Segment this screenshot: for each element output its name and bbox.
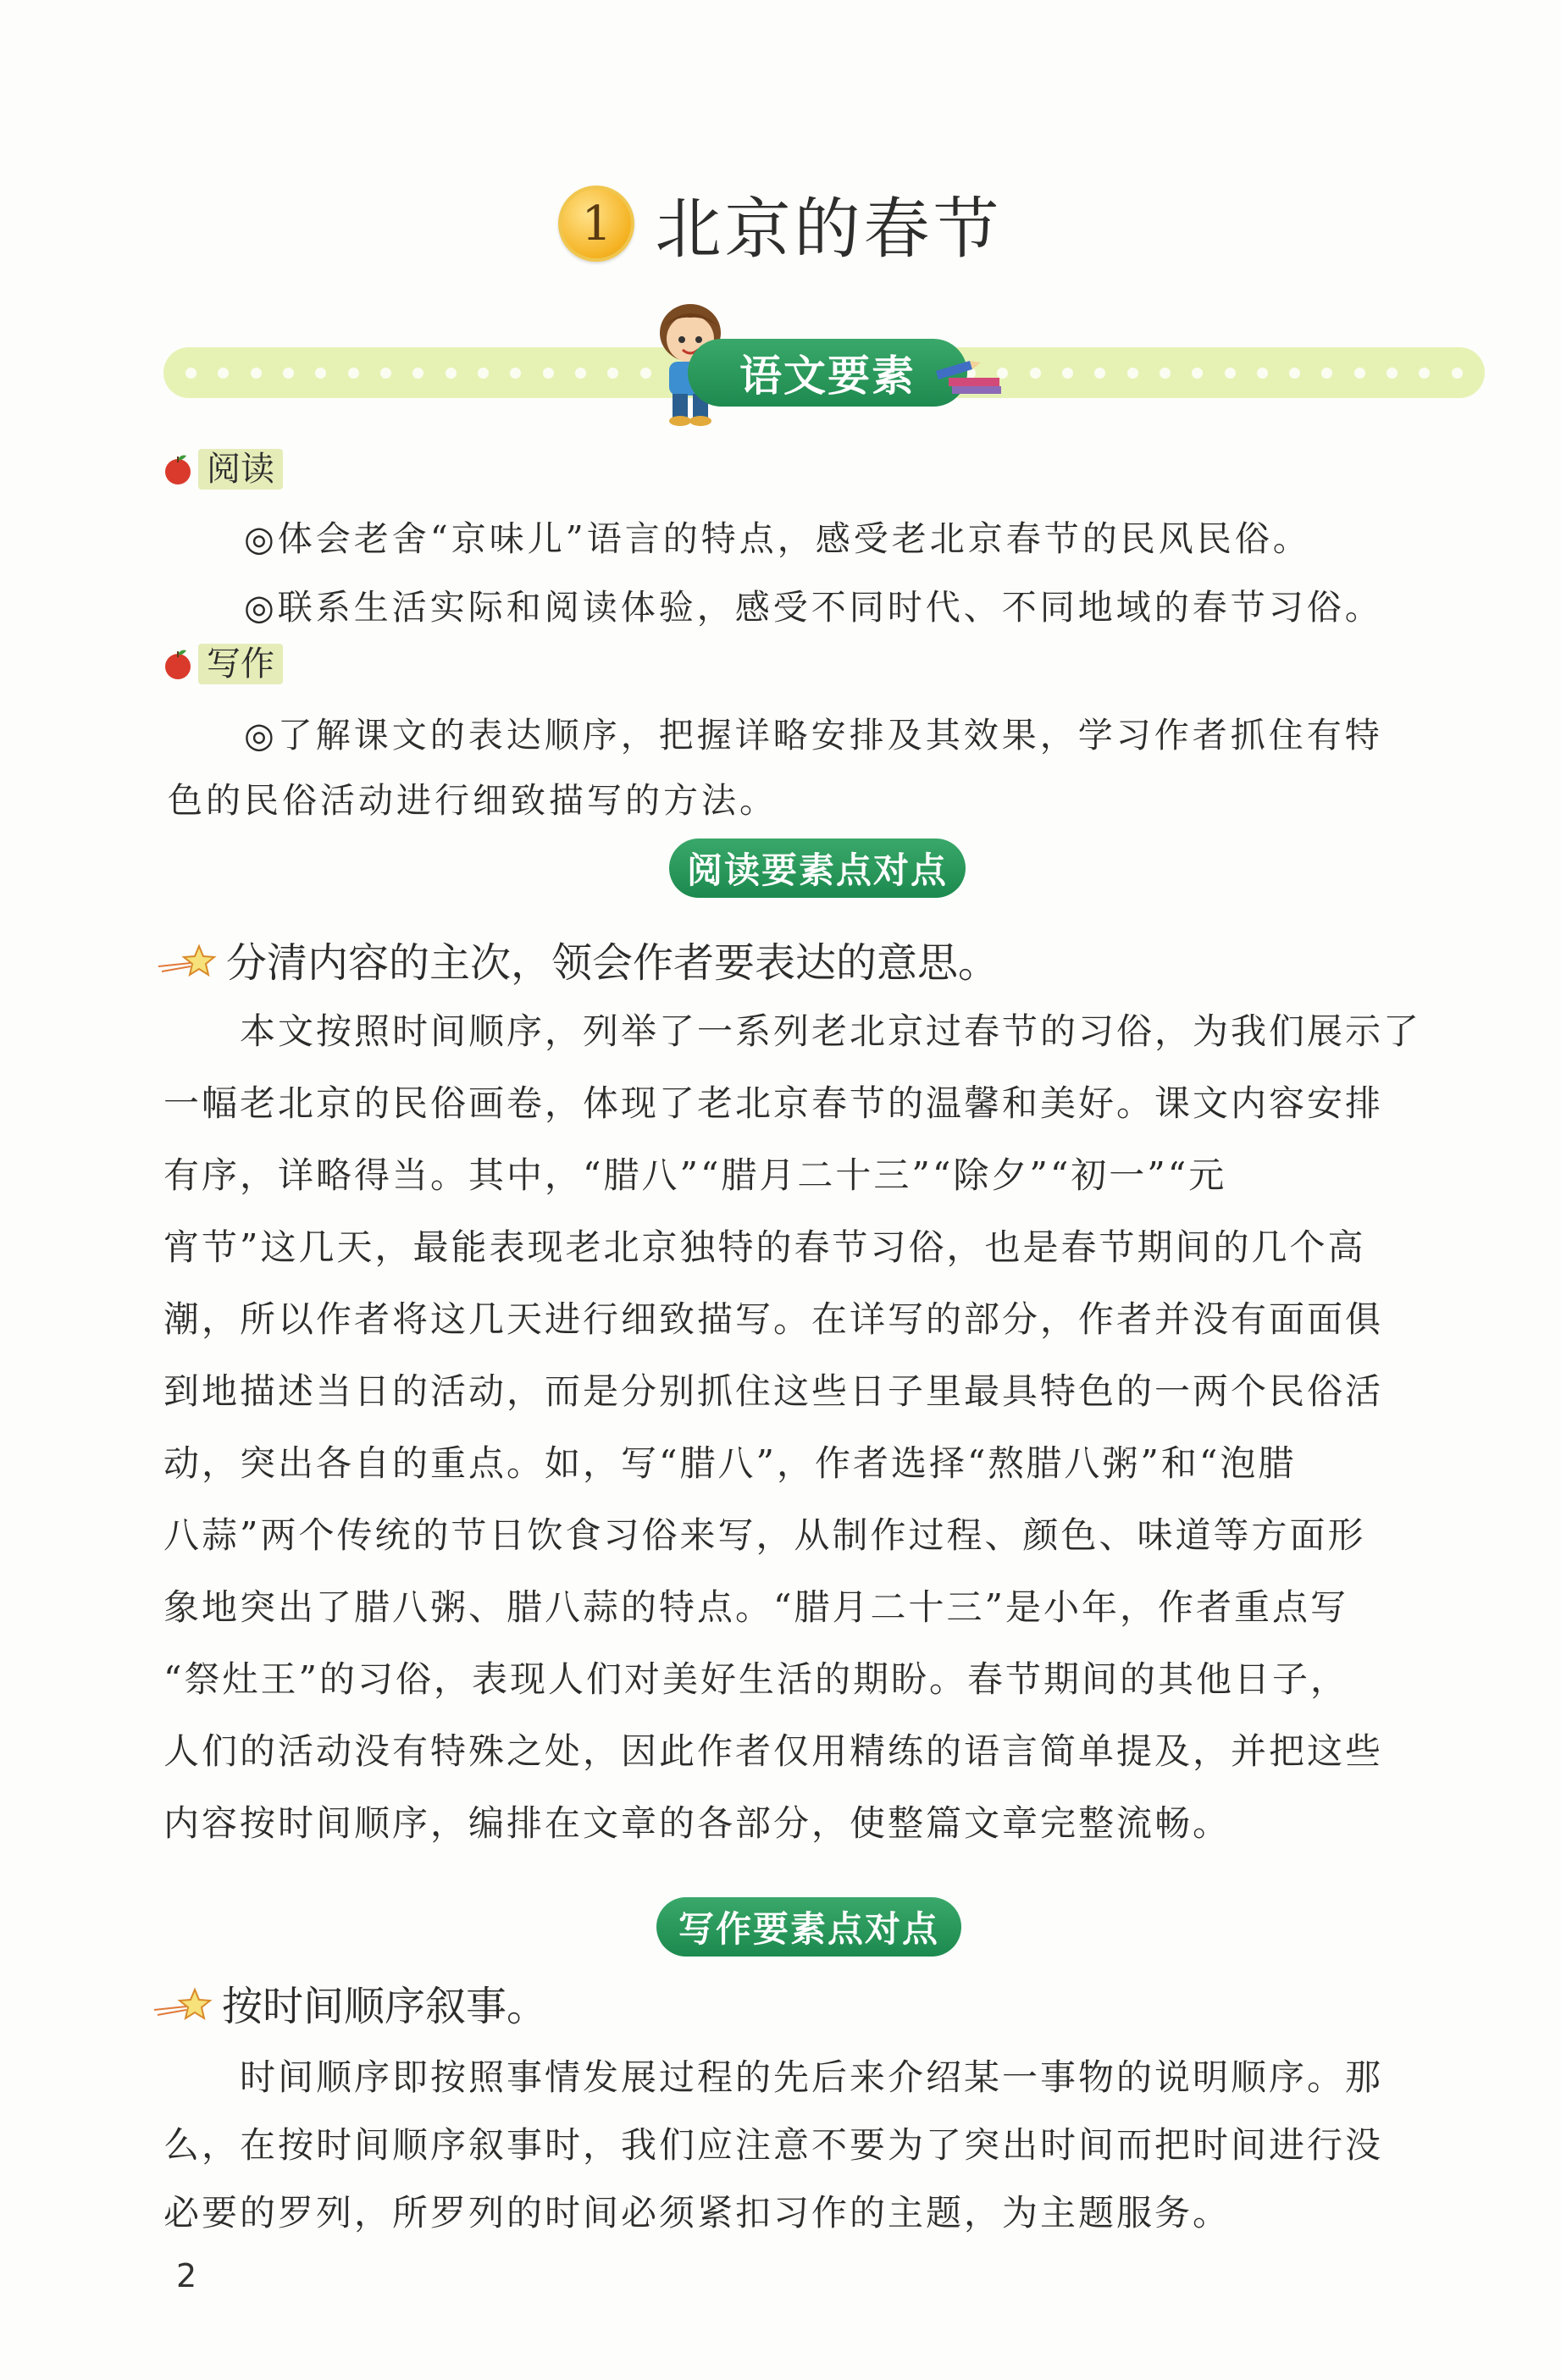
reading-body-line: 人们的活动没有特殊之处，因此作者仅用精练的语言简单提及，并把这些 [163,1730,1384,1772]
pencil-books-icon [932,354,1008,396]
writing-tag-label: 写作 [198,644,283,684]
reading-body-line: 潮，所以作者将这几天进行细致描写。在详写的部分，作者并没有面面俱 [163,1298,1384,1340]
apple-icon [161,647,195,681]
writing-body-line: 么，在按时间顺序叙事时，我们应注意不要为了突出时间而把时间进行没 [163,2124,1384,2166]
reading-tag [161,449,283,490]
reading-body-line: “祭灶王”的习俗，表现人们对美好生活的期盼。春节期间的其他日子， [163,1658,1348,1700]
reading-point-heading-text: 分清内容的主次，领会作者要表达的意思。 [226,939,999,987]
writing-line-1: ◎了解课文的表达顺序，把握详略安排及其效果，学习作者抓住有特 [244,715,1383,756]
page-number: 2 [176,2257,197,2294]
apple-icon [161,452,195,486]
star-icon [152,1984,213,2022]
writing-point-heading-text: 按时间顺序叙事。 [222,1983,548,2030]
reading-item-2: ◎联系生活实际和阅读体验，感受不同时代、不同地域的春节习俗。 [244,587,1383,628]
writing-line-2: 色的民俗活动进行细致描写的方法。 [168,780,778,821]
reading-tag-label: 阅读 [198,449,283,490]
writing-point-heading [152,1973,547,2032]
reading-body-line: 八蒜”两个传统的节日饮食习俗来写，从制作过程、颜色、味道等方面形 [163,1514,1366,1556]
reading-body-line: 象地突出了腊八粥、腊八蒜的特点。“腊月二十三”是小年，作者重点写 [163,1586,1348,1628]
writing-body-line: 必要的罗列，所罗列的时间必须紧扣习作的主题，为主题服务。 [163,2192,1232,2233]
reading-body-line: 内容按时间顺序，编排在文章的各部分，使整篇文章完整流畅。 [163,1802,1232,1844]
reading-body-line: 宵节”这几天，最能表现老北京独特的春节习俗，也是春节期间的几个高 [163,1226,1366,1268]
reading-body-line: 本文按照时间顺序，列举了一系列老北京过春节的习俗，为我们展示了 [163,1010,1422,1052]
reading-body-line: 有序，详略得当。其中，“腊八”“腊月二十三”“除夕”“初一”“元 [163,1154,1227,1196]
star-icon [157,941,218,978]
lesson-title-text: 北京的春节 [655,191,1003,268]
reading-point-heading [157,930,999,988]
banner-label: 语文要素 [688,339,967,407]
reading-body-line: 动，突出各自的重点。如，写“腊八”，作者选择“熬腊八粥”和“泡腊 [163,1442,1297,1484]
reading-point-pill: 阅读要素点对点 [669,839,966,898]
reading-body-line: 到地描述当日的活动，而是分别抓住这些日子里最具特色的一两个民俗活 [163,1370,1384,1412]
reading-item-1: ◎体会老舍“京味儿”语言的特点，感受老北京春节的民风民俗。 [244,518,1311,559]
lesson-number-badge: 1 [558,185,634,262]
writing-tag [161,644,283,684]
writing-point-pill: 写作要素点对点 [656,1897,961,1957]
writing-body-line: 时间顺序即按照事情发展过程的先后来介绍某一事物的说明顺序。那 [163,2056,1384,2098]
lesson-title [0,176,1561,271]
reading-body-line: 一幅老北京的民俗画卷，体现了老北京春节的温馨和美好。课文内容安排 [163,1082,1384,1124]
